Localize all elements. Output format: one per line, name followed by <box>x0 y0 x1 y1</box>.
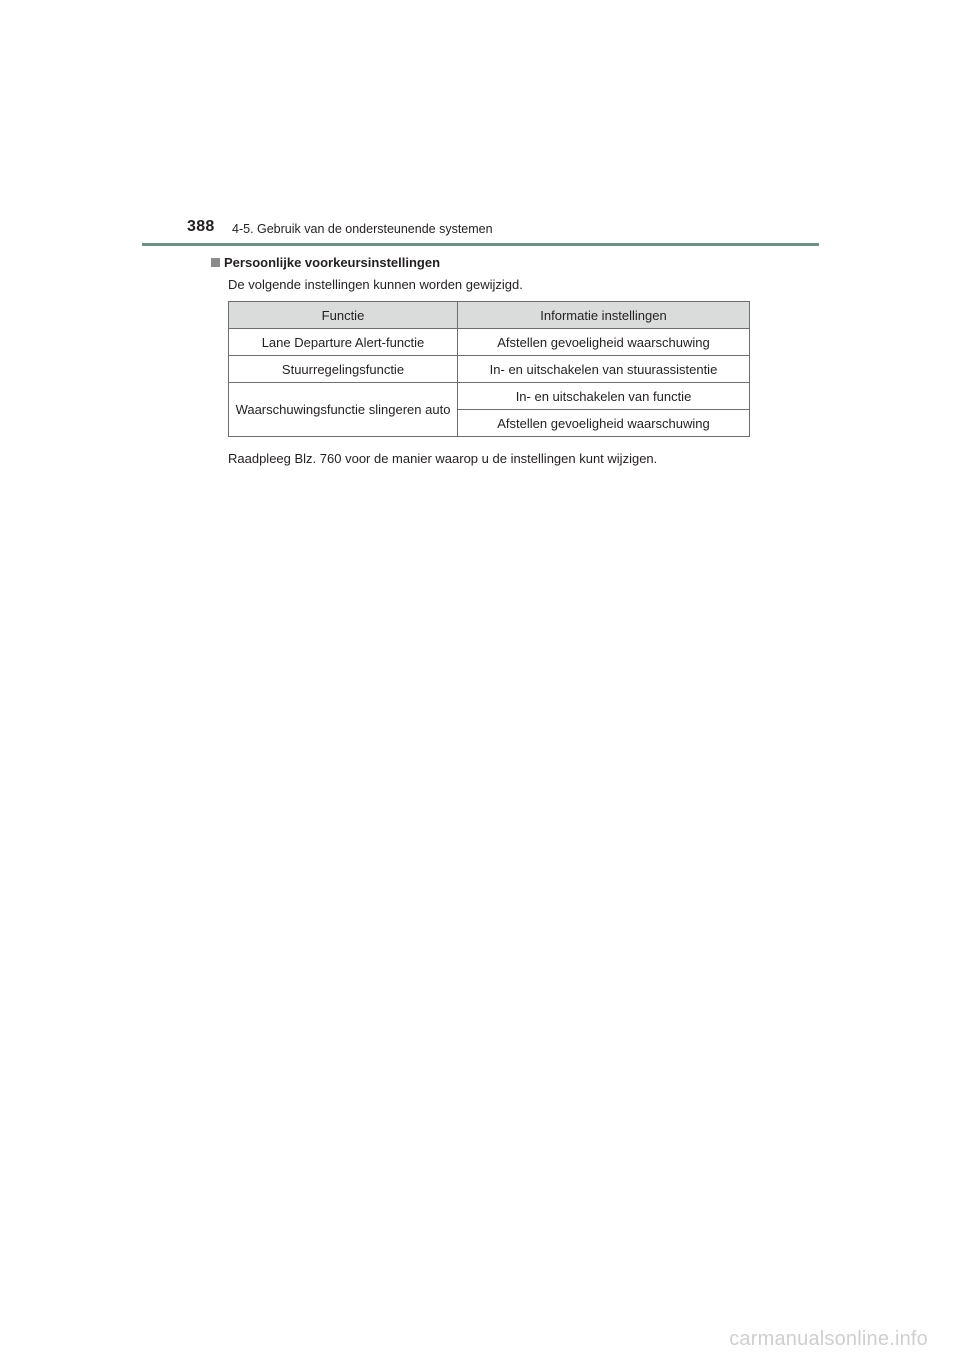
table-cell-function: Stuurregelingsfunctie <box>229 356 458 383</box>
table-cell-settings: Afstellen gevoeligheid waarschuwing <box>458 329 750 356</box>
header-divider <box>142 243 819 246</box>
table-cell-function: Waarschuwingsfunctie slingeren auto <box>229 383 458 437</box>
column-header-function: Functie <box>229 302 458 329</box>
table-cell-settings: In- en uitschakelen van functie <box>458 383 750 410</box>
table-row <box>229 356 750 383</box>
column-header-settings: Informatie instellingen <box>458 302 750 329</box>
section-header: 4-5. Gebruik van de ondersteunende systemen <box>232 222 493 236</box>
table-cell-settings: Afstellen gevoeligheid waarschuwing <box>458 410 750 437</box>
settings-table <box>228 301 750 437</box>
reference-text: Raadpleeg Blz. 760 voor de manier waarop u de instellingen kunt wijzigen. <box>228 451 658 466</box>
heading-text: Persoonlijke voorkeursinstellingen <box>224 255 441 270</box>
watermark: carmanualsonline.info <box>729 1328 928 1350</box>
table-cell-function: Lane Departure Alert-functie <box>229 329 458 356</box>
intro-text: De volgende instellingen kunnen worden gewijzigd. <box>228 277 523 292</box>
table-row <box>229 383 750 410</box>
section-heading <box>211 255 440 270</box>
table-cell-settings: In- en uitschakelen van stuurassistentie <box>458 356 750 383</box>
page-number: 388 <box>187 218 215 235</box>
table-header-row <box>229 302 750 329</box>
square-bullet-icon <box>211 258 220 267</box>
table-row <box>229 329 750 356</box>
